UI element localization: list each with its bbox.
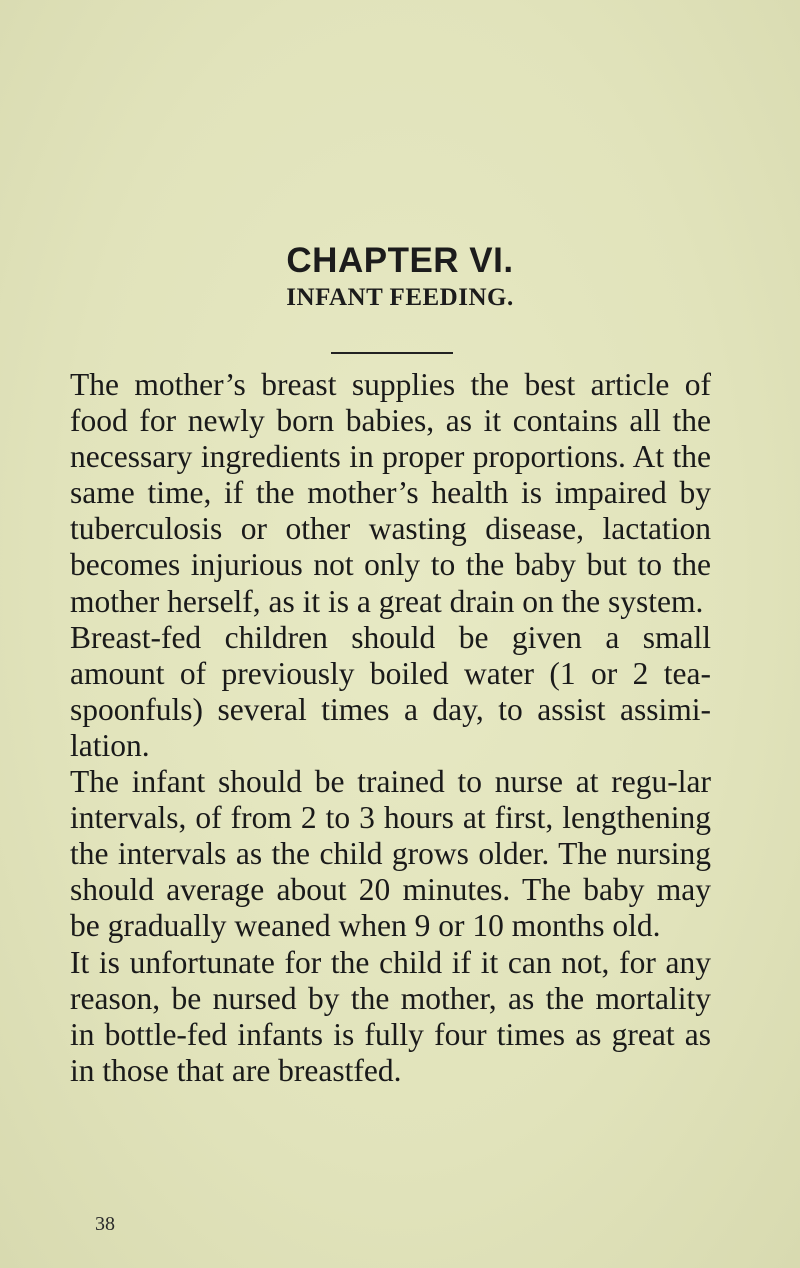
paragraph-2: Breast-fed children should be given a small amount of previously boiled water (1 or 2 tea-spoonfuls) several times a day, to assist assimi-lation. bbox=[70, 619, 711, 763]
paragraph-4: It is unfortunate for the child if it can not, for any reason, be nursed by the mother, as the mortality in bottle-fed infants is fully four times as great as in those that are breastfed. bbox=[70, 944, 711, 1088]
paragraph-3: The infant should be trained to nurse at regu-lar intervals, of from 2 to 3 hours at first, lengthening the intervals as the child grows older. The nursing should average about 20 minutes. The baby may be gradually weaned when 9 or 10 months old. bbox=[70, 764, 711, 944]
chapter-subtitle: INFANT FEEDING. bbox=[286, 284, 514, 311]
chapter-body bbox=[70, 367, 711, 1089]
page-number: 38 bbox=[95, 1213, 115, 1235]
paragraph-1: The mother’s breast supplies the best article of food for newly born babies, as it contains all the necessary ingredients in proper proportions. At the same time, if the mother’s health is impaired by tuberculosis or other wasting disease, lactation becomes injurious not only to the baby but to the mother herself, as it is a great drain on the system. bbox=[70, 367, 711, 619]
title-rule-divider bbox=[331, 352, 453, 354]
chapter-title: CHAPTER VI. bbox=[286, 241, 514, 280]
